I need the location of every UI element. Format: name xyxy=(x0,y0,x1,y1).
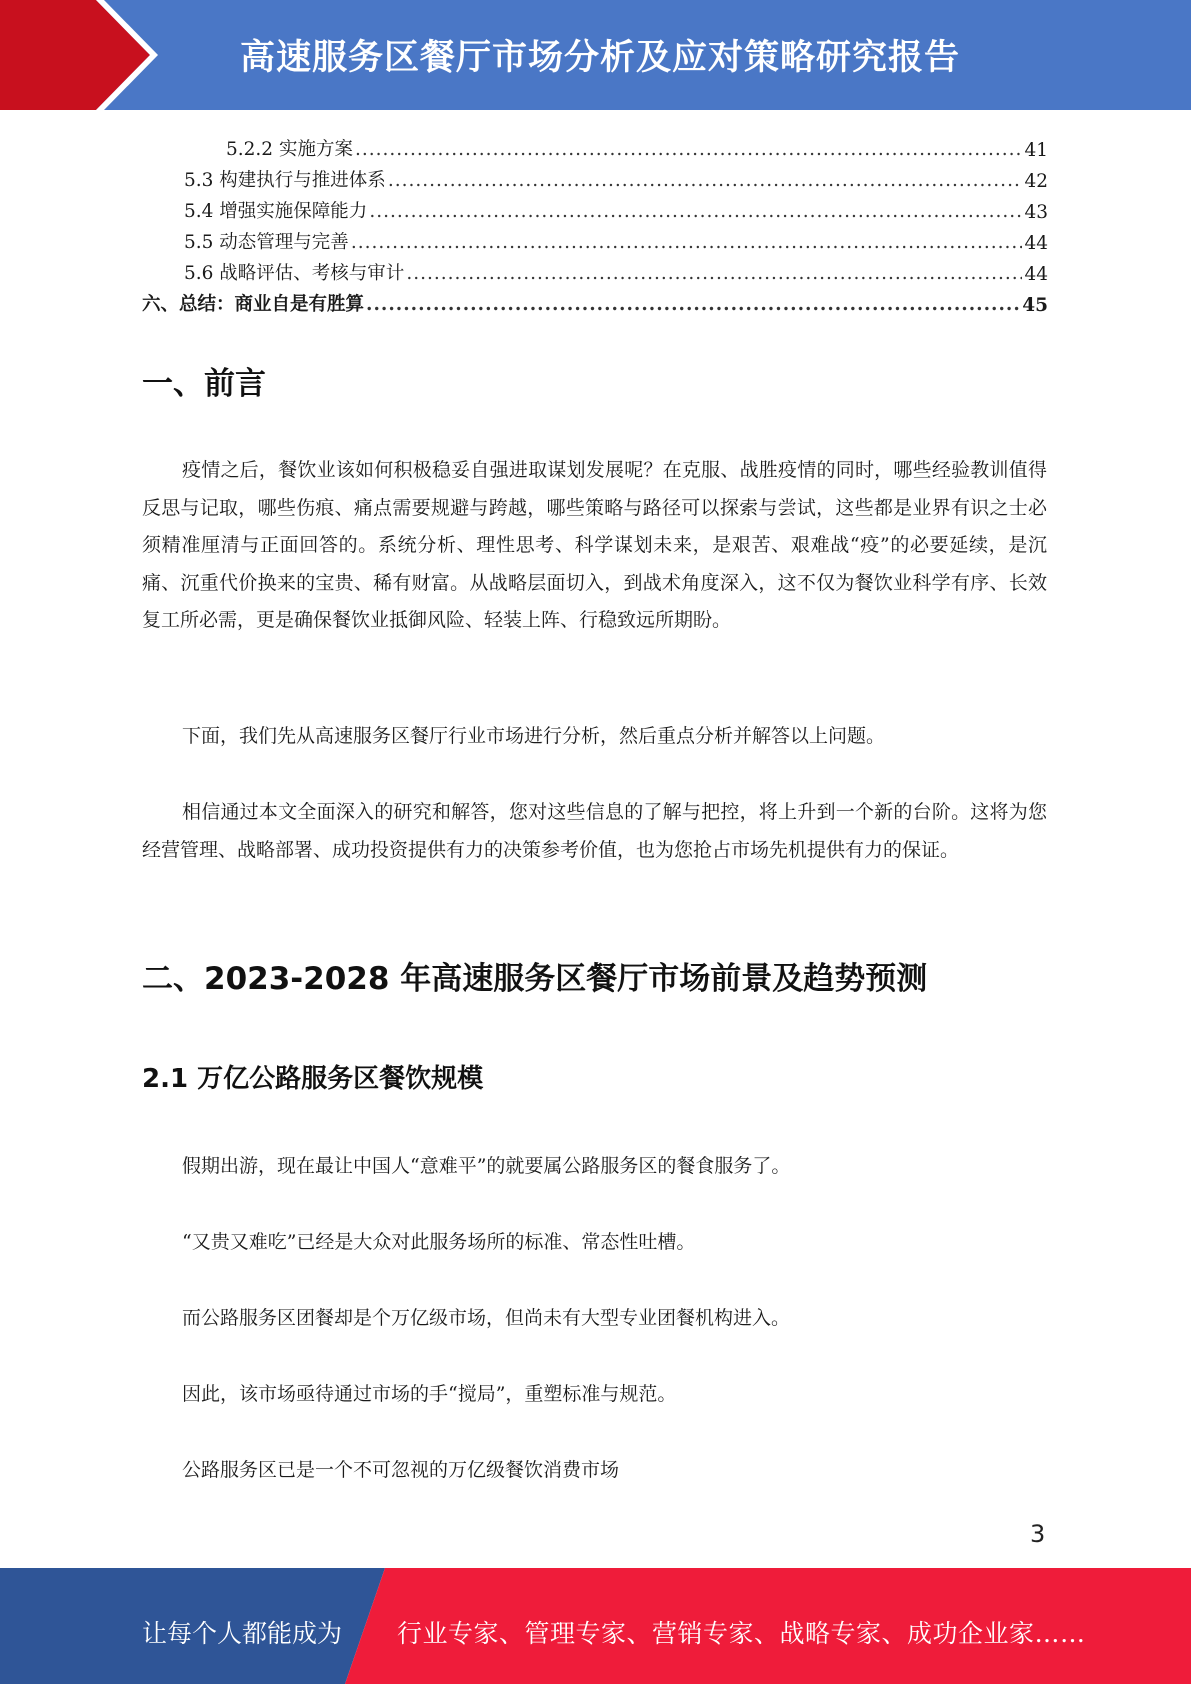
toc-entry-page: 45 xyxy=(1022,295,1048,316)
toc-entry-label: 5.5 动态管理与完善 xyxy=(184,228,351,254)
toc-entry[interactable] xyxy=(142,161,1048,192)
table-of-contents xyxy=(142,130,1048,316)
toc-entry[interactable] xyxy=(142,192,1048,223)
paragraph: 相信通过本文全面深入的研究和解答，您对这些信息的了解与把控，将上升到一个新的台阶。这将为您经营管理、战略部署、成功投资提供有力的决策参考价值，也为您抢占市场先机提供有力的保证。 xyxy=(142,801,1047,861)
toc-entry-label: 5.6 战略评估、考核与审计 xyxy=(184,259,406,285)
toc-entry-page: 44 xyxy=(1024,264,1048,285)
section-heading-preface: 一、前言 xyxy=(142,366,266,402)
toc-entry-page: 43 xyxy=(1024,202,1048,223)
toc-entry[interactable] xyxy=(142,285,1048,316)
page-number: 3 xyxy=(1030,1520,1046,1548)
toc-entry-page: 44 xyxy=(1024,233,1048,254)
toc-entry-label: 5.2.2 实施方案 xyxy=(226,135,355,161)
footer-slogan-right: 行业专家、管理专家、营销专家、战略专家、成功企业家…… xyxy=(397,1619,1086,1648)
report-title: 高速服务区餐厅市场分析及应对策略研究报告 xyxy=(240,38,961,78)
toc-leader-dots xyxy=(355,139,1023,160)
toc-entry-label: 六、总结：商业自是有胜算 xyxy=(142,290,366,316)
toc-leader-dots xyxy=(388,170,1023,191)
toc-leader-dots xyxy=(369,201,1022,222)
paragraph: 疫情之后，餐饮业该如何积极稳妥自强进取谋划发展呢？在克服、战胜疫情的同时，哪些经验教训值得反思与记取，哪些伤痕、痛点需要规避与跨越，哪些策略与路径可以探索与尝试，这些都是业界有识之士必须精准厘清与正面回答的。系统分析、理性思考、科学谋划未来，是艰苦、艰难战“疫”的必要延续，是沉痛、沉重代价换来的宝贵、稀有财富。从战略层面切入，到战术角度深入，这不仅为餐饮业科学有序、长效复工所必需，更是确保餐饮业抵御风险、轻装上阵、行稳致远所期盼。 xyxy=(142,459,1047,631)
toc-leader-dots xyxy=(366,294,1020,315)
subsection-heading: 2.1 万亿公路服务区餐饮规模 xyxy=(142,1064,484,1094)
toc-entry[interactable] xyxy=(142,254,1048,285)
paragraph: 公路服务区已是一个不可忽视的万亿级餐饮消费市场 xyxy=(182,1459,620,1481)
paragraph: 下面，我们先从高速服务区餐厅行业市场进行分析，然后重点分析并解答以上问题。 xyxy=(182,725,886,747)
section-heading-forecast: 二、2023-2028 年高速服务区餐厅市场前景及趋势预测 xyxy=(142,961,928,997)
toc-leader-dots xyxy=(351,232,1023,253)
toc-entry[interactable] xyxy=(142,223,1048,254)
paragraph: 因此，该市场亟待通过市场的手“搅局”，重塑标准与规范。 xyxy=(182,1383,677,1405)
paragraph: 而公路服务区团餐却是个万亿级市场，但尚未有大型专业团餐机构进入。 xyxy=(182,1307,791,1329)
paragraph: “又贵又难吃”已经是大众对此服务场所的标准、常态性吐槽。 xyxy=(182,1231,696,1253)
footer-slogan-left: 让每个人都能成为 xyxy=(142,1619,343,1648)
toc-entry-label: 5.3 构建执行与推进体系 xyxy=(184,166,388,192)
toc-leader-dots xyxy=(406,263,1022,284)
toc-entry-page: 42 xyxy=(1024,171,1048,192)
page-header xyxy=(0,0,1191,110)
toc-entry-page: 41 xyxy=(1024,140,1048,161)
paragraph: 假期出游，现在最让中国人“意难平”的就要属公路服务区的餐食服务了。 xyxy=(182,1155,791,1177)
toc-entry[interactable] xyxy=(142,130,1048,161)
page-footer xyxy=(0,1568,1191,1684)
header-chevron-graphic xyxy=(0,0,160,110)
toc-entry-label: 5.4 增强实施保障能力 xyxy=(184,197,369,223)
